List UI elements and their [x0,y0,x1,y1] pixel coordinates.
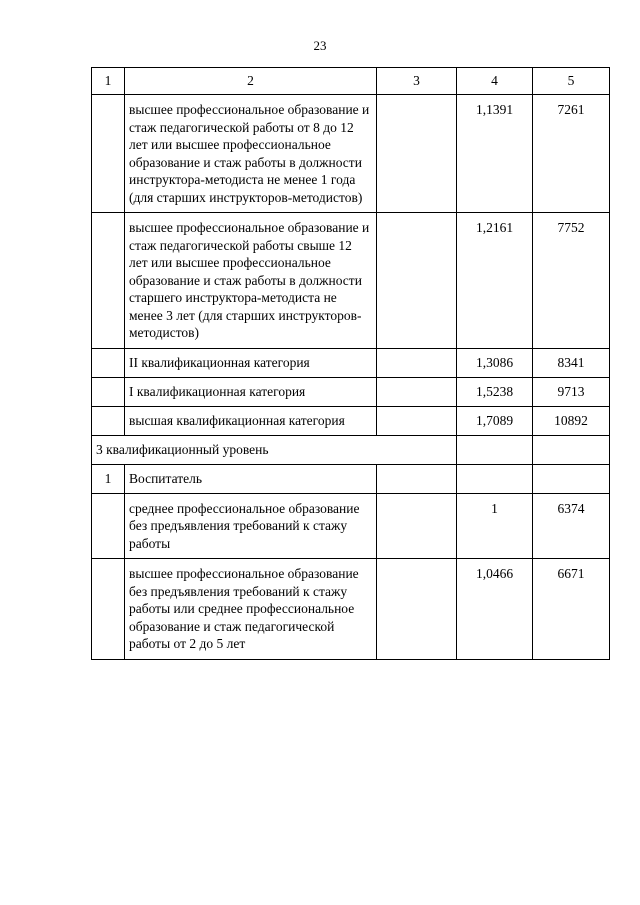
coefficient-cell: 1,0466 [457,559,533,660]
description-cell: I квалификационная категория [125,377,377,406]
empty-cell [377,406,457,435]
empty-cell [377,493,457,559]
empty-cell [377,464,457,493]
description-cell: высшее профессиональное образование и стаж педагогической работы от 8 до 12 лет или высшее профессиональное образование и стаж работы в должности инструктора-методиста не менее 1 года (для старших инструкторов-методистов) [125,95,377,213]
salary-cell: 6671 [533,559,610,660]
header-cell-5: 5 [533,68,610,95]
description-cell: высшее профессиональное образование и стаж педагогической работы свыше 12 лет или высшее профессиональное образование и стаж работы в должности старшего инструктора-методиста не менее 3 лет (для старших инструкторов-методистов) [125,213,377,349]
table-row [92,559,610,660]
row-number-cell [92,406,125,435]
table-row [92,348,610,377]
salary-cell: 8341 [533,348,610,377]
position-number-cell: 1 [92,464,125,493]
page-number: 23 [313,38,327,53]
description-cell: высшее профессиональное образование без предъявления требований к стажу работы или среднее профессиональное образование и стаж педагогической работы от 2 до 5 лет [125,559,377,660]
empty-cell [377,95,457,213]
row-number-cell [92,213,125,349]
empty-cell [533,435,610,464]
header-cell-4: 4 [457,68,533,95]
coefficient-cell: 1 [457,493,533,559]
description-cell: высшая квалификационная категория [125,406,377,435]
table-row [92,213,610,349]
salary-cell: 9713 [533,377,610,406]
description-cell: II квалификационная категория [125,348,377,377]
salary-table [91,67,610,660]
row-number-cell [92,95,125,213]
coefficient-cell: 1,3086 [457,348,533,377]
empty-cell [377,213,457,349]
empty-cell [457,435,533,464]
description-cell: среднее профессиональное образование без предъявления требований к стажу работы [125,493,377,559]
header-cell-1: 1 [92,68,125,95]
coefficient-cell: 1,7089 [457,406,533,435]
section-title: 3 квалификационный уровень [92,435,457,464]
position-row [92,464,610,493]
table-row [92,493,610,559]
salary-cell: 6374 [533,493,610,559]
coefficient-cell: 1,5238 [457,377,533,406]
row-number-cell [92,493,125,559]
salary-cell: 7752 [533,213,610,349]
salary-cell: 10892 [533,406,610,435]
header-cell-3: 3 [377,68,457,95]
table-header-row [92,68,610,95]
empty-cell [377,559,457,660]
salary-cell: 7261 [533,95,610,213]
empty-cell [533,464,610,493]
row-number-cell [92,559,125,660]
row-number-cell [92,377,125,406]
section-header-row [92,435,610,464]
empty-cell [377,377,457,406]
coefficient-cell: 1,2161 [457,213,533,349]
row-number-cell [92,348,125,377]
empty-cell [457,464,533,493]
table-row [92,377,610,406]
table-row [92,406,610,435]
coefficient-cell: 1,1391 [457,95,533,213]
header-cell-2: 2 [125,68,377,95]
position-name-cell: Воспитатель [125,464,377,493]
table-row [92,95,610,213]
empty-cell [377,348,457,377]
